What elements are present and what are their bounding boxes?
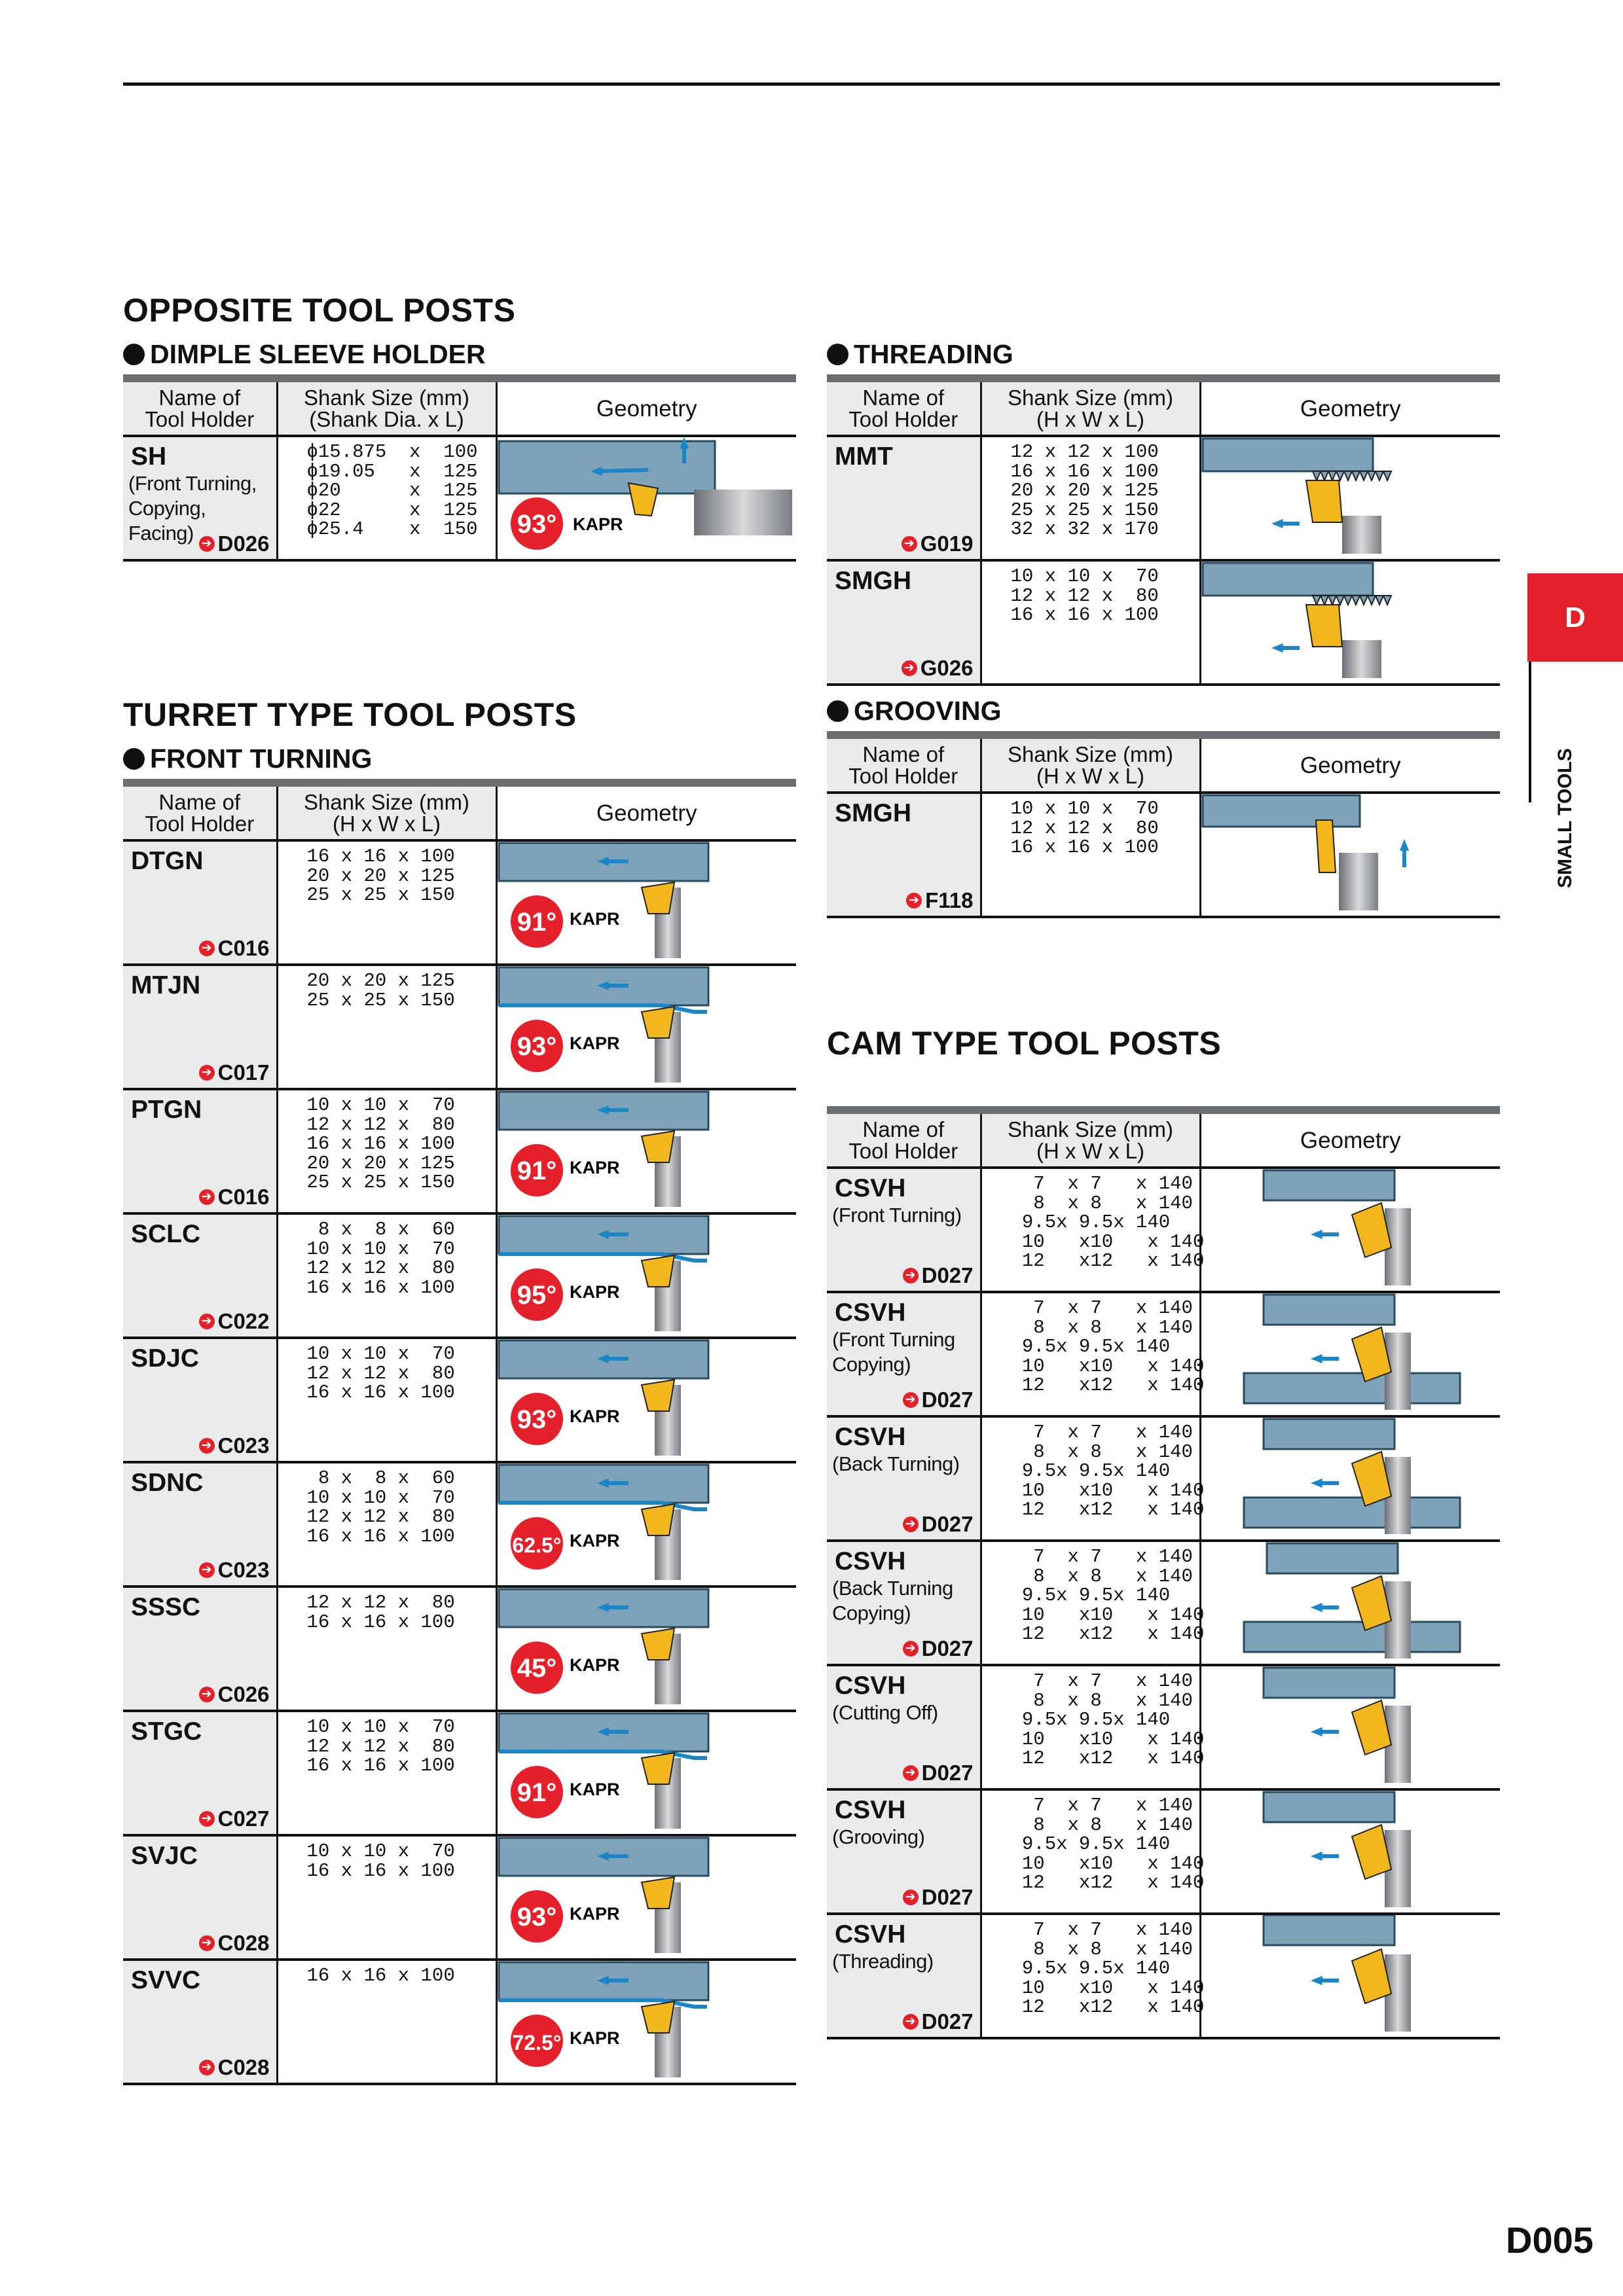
shank-sizes: 7 x 7 x 140 8 x 8 x 140 9.5x 9.5x 140 10 x10 x 140 12 x12 x 140 (1021, 1670, 1205, 1769)
arrow-right-icon: ➔ (903, 1765, 919, 1781)
insert-icon (642, 1255, 674, 1287)
header-shank: Shank Size (mm) (H x W x L) (981, 378, 1200, 436)
geometry-diagram (498, 437, 797, 556)
page-ref-label: G019 (920, 531, 974, 556)
page-ref-link[interactable] (903, 2009, 974, 2034)
table-row (123, 1089, 796, 1213)
workpiece (1264, 1170, 1395, 1200)
workpiece (1264, 1419, 1395, 1449)
arrow-right-icon: ➔ (199, 1065, 215, 1081)
shank-sizes: 8 x 8 x 60 10 x 10 x 70 12 x 12 x 80 16 x 16 x 100 (306, 1219, 455, 1299)
shank-sizes: 10 x 10 x 70 12 x 12 x 80 16 x 16 x 100 (306, 1343, 455, 1403)
holder-name: STGC (131, 1717, 202, 1746)
page-ref-link[interactable] (199, 1806, 270, 1831)
bullet-icon (827, 700, 848, 722)
holder-description: (Cutting Off) (832, 1701, 938, 1724)
geometry-diagram (498, 842, 797, 961)
workpiece (1264, 1915, 1395, 1945)
geometry-diagram (1201, 1418, 1501, 1537)
table-row (827, 560, 1500, 685)
shank-sizes: 16 x 16 x 100 20 x 20 x 125 25 x 25 x 150 (306, 846, 455, 906)
holder-name: CSVH (835, 1423, 906, 1451)
feed-arrow-icon (596, 470, 648, 471)
thread-tooth (1344, 471, 1352, 480)
header-geometry: Geometry (1200, 735, 1500, 793)
thread-tooth (1360, 471, 1368, 480)
shank-sizes: 7 x 7 x 140 8 x 8 x 140 9.5x 9.5x 140 10 x10 x 140 12 x12 x 140 (1021, 1919, 1205, 2018)
page-ref-link[interactable] (199, 1309, 270, 1334)
page-ref-label: C023 (217, 1558, 270, 1582)
geometry-diagram (498, 1961, 797, 2080)
header-shank: Shank Size (mm) (Shank Dia. x L) (277, 378, 496, 436)
page-ref-label: D027 (921, 1761, 974, 1785)
thread-tooth (1368, 596, 1376, 605)
holder-description: (Threading) (832, 1950, 934, 1973)
geometry-diagram (1201, 794, 1501, 913)
geometry-diagram (498, 1837, 797, 1956)
page-ref-label: C023 (217, 1433, 270, 1458)
tool-path (499, 1503, 707, 1509)
arrow-head-icon (1311, 1603, 1322, 1612)
table-row (123, 1587, 796, 1711)
holder-description: (Front Turning, Copying, Facing) (128, 472, 257, 545)
grooving-heading: GROOVING (827, 696, 1002, 726)
front-turning-heading: FRONT TURNING (123, 744, 372, 774)
header-geometry: Geometry (496, 378, 796, 436)
holder-name: SMGH (835, 799, 911, 827)
geometry-diagram (1201, 1666, 1501, 1785)
insert-icon (642, 2001, 674, 2033)
workpiece (1264, 1295, 1395, 1325)
arrow-right-icon: ➔ (199, 1935, 215, 1951)
page-ref-label: C028 (217, 1931, 270, 1955)
page-ref-link[interactable] (199, 531, 270, 556)
page-ref-label: G026 (920, 656, 974, 680)
geometry-diagram (1201, 437, 1501, 556)
kapr-label: KAPR (569, 909, 620, 929)
holder-name: CSVH (835, 1174, 906, 1202)
page-ref-label: C028 (217, 2055, 270, 2079)
arrow-head-icon (1311, 1976, 1322, 1985)
table-row (123, 1462, 796, 1587)
insert-icon (642, 1007, 674, 1038)
table-row (827, 1914, 1500, 2038)
turret-title: TURRET TYPE TOOL POSTS (123, 696, 577, 733)
page-ref-label: C017 (217, 1060, 270, 1085)
kapr-label: KAPR (569, 1158, 620, 1177)
arrow-head-icon (1271, 519, 1283, 528)
page-ref-link[interactable] (902, 656, 974, 681)
kapr-label: KAPR (569, 1033, 620, 1053)
holder-description: (Grooving) (832, 1825, 925, 1848)
thread-tooth (1344, 596, 1352, 605)
holder-description: (Front Turning) (832, 1204, 962, 1227)
arrow-right-icon: ➔ (903, 2014, 919, 2030)
geometry-diagram (498, 966, 797, 1085)
insert-icon (1316, 820, 1336, 872)
arrow-head-icon (1311, 1852, 1322, 1861)
shank-sizes: 10 x 10 x 70 12 x 12 x 80 16 x 16 x 100 (1010, 565, 1159, 626)
header-geometry: Geometry (1200, 1110, 1500, 1168)
kapr-label: KAPR (569, 1780, 620, 1799)
insert-icon (1306, 605, 1342, 647)
kapr-label: KAPR (569, 2028, 620, 2048)
shank-sizes: 7 x 7 x 140 8 x 8 x 140 9.5x 9.5x 140 10 x10 x 140 12 x12 x 140 (1021, 1422, 1205, 1520)
workpiece (1203, 439, 1373, 471)
holder-description: (Front Turning Copying) (832, 1328, 955, 1376)
geometry-diagram (498, 1588, 797, 1707)
shank-sizes: 16 x 16 x 100 (306, 1965, 455, 1986)
thread-tooth (1321, 471, 1328, 480)
shank-sizes: 7 x 7 x 140 8 x 8 x 140 9.5x 9.5x 140 10 x10 x 140 12 x12 x 140 (1021, 1297, 1205, 1396)
geometry-diagram (498, 1215, 797, 1334)
table-row (123, 1338, 796, 1462)
holder-name: CSVH (835, 1920, 906, 1948)
tool-path (499, 1254, 707, 1261)
section-tab[interactable]: D (1527, 573, 1623, 662)
geometry-diagram (1201, 1915, 1501, 2034)
insert-icon (642, 1131, 674, 1162)
cam-title: CAM TYPE TOOL POSTS (827, 1025, 1222, 1062)
page-ref-link[interactable] (903, 1512, 974, 1537)
tool-shank (1342, 640, 1381, 678)
page-ref-label: D027 (921, 1636, 974, 1660)
header-shank: Shank Size (mm) (H x W x L) (981, 735, 1200, 793)
shank-sizes: ϕ15.875 x 100 ϕ19.05 x 125 ϕ20 x 125 ϕ22 x 125 ϕ25.4 x 150 (306, 441, 478, 540)
angle-label: 93° (517, 510, 556, 539)
thread-tooth (1383, 471, 1391, 480)
bullet-icon (123, 344, 145, 365)
opposite-title: OPPOSITE TOOL POSTS (123, 292, 516, 329)
table-row (123, 1960, 796, 2084)
insert-icon (642, 1504, 674, 1535)
tab-divider (1529, 662, 1531, 802)
table-row (827, 1292, 1500, 1416)
thread-tooth (1328, 471, 1336, 480)
turret-table (123, 779, 796, 2085)
section-tab-label: SMALL TOOLS (1554, 748, 1576, 888)
arrow-head-icon (1311, 1354, 1322, 1363)
page-ref-label: D027 (921, 1885, 974, 1909)
shank-sizes: 20 x 20 x 125 25 x 25 x 150 (306, 970, 455, 1011)
header-geometry: Geometry (1200, 378, 1500, 436)
holder-description: (Back Turning) (832, 1452, 960, 1475)
shank-sizes: 12 x 12 x 80 16 x 16 x 100 (306, 1592, 455, 1633)
page-ref-link[interactable] (199, 1931, 270, 1956)
page-ref-link[interactable] (903, 1263, 974, 1288)
holder-name: CSVH (835, 1796, 906, 1824)
workpiece (1203, 563, 1373, 596)
arrow-right-icon: ➔ (199, 536, 215, 552)
angle-label: 93° (517, 1903, 556, 1931)
arrow-right-icon: ➔ (199, 1314, 215, 1329)
page-ref-link[interactable] (903, 1388, 974, 1412)
geometry-diagram (1201, 1293, 1501, 1412)
insert-icon (629, 483, 658, 516)
shank-sizes: 8 x 8 x 60 10 x 10 x 70 12 x 12 x 80 16 x 16 x 100 (306, 1467, 455, 1547)
shank-sizes: 7 x 7 x 140 8 x 8 x 140 9.5x 9.5x 140 10 x10 x 140 12 x12 x 140 (1021, 1173, 1205, 1272)
header-shank: Shank Size (mm) (H x W x L) (277, 783, 496, 840)
holder-name: SVVC (131, 1966, 201, 1994)
page-ref-label: D027 (921, 1263, 974, 1287)
arrow-right-icon: ➔ (199, 941, 215, 956)
thread-tooth (1376, 471, 1383, 480)
angle-label: 72.5° (511, 2031, 562, 2054)
thread-tooth (1368, 471, 1376, 480)
workpiece (1244, 1373, 1460, 1403)
thread-tooth (1352, 596, 1360, 605)
angle-label: 91° (517, 908, 556, 937)
shank-sizes: 10 x 10 x 70 12 x 12 x 80 16 x 16 x 100 (1010, 798, 1159, 858)
holder-name: SMGH (835, 567, 911, 595)
angle-label: 45° (517, 1654, 556, 1683)
arrow-right-icon: ➔ (199, 2060, 215, 2075)
holder-name: CSVH (835, 1299, 906, 1327)
kapr-label: KAPR (569, 1282, 620, 1302)
thread-tooth (1328, 596, 1336, 605)
geometry-diagram (498, 1463, 797, 1583)
cam-table (827, 1106, 1500, 2039)
angle-label: 62.5° (511, 1534, 562, 1557)
page-number: D005 (1506, 2219, 1594, 2261)
opposite-table (123, 374, 796, 562)
header-name: Name of Tool Holder (827, 1110, 981, 1168)
holder-name: SCLC (131, 1220, 201, 1248)
shank-sizes: 12 x 12 x 100 16 x 16 x 100 20 x 20 x 125 25 x 25 x 150 32 x 32 x 170 (1010, 441, 1159, 540)
page-ref-link[interactable] (902, 531, 974, 556)
page-ref-link[interactable] (903, 1761, 974, 1785)
page-ref-link[interactable] (199, 1558, 270, 1583)
arrow-head-icon (1311, 1727, 1322, 1736)
angle-label: 93° (517, 1032, 556, 1061)
holder-name: PTGN (131, 1096, 202, 1124)
insert-icon (642, 1380, 674, 1411)
page-ref-link[interactable] (199, 1185, 270, 1210)
thread-tooth (1360, 596, 1368, 605)
page-ref-link[interactable] (906, 888, 973, 913)
dimple-sleeve-heading: DIMPLE SLEEVE HOLDER (123, 339, 486, 370)
shank-sizes: 10 x 10 x 70 12 x 12 x 80 16 x 16 x 100 (306, 1716, 455, 1776)
page-ref-link[interactable] (199, 2055, 270, 2080)
header-name: Name of Tool Holder (123, 378, 277, 436)
page-ref-label: F118 (925, 888, 974, 912)
arrow-right-icon: ➔ (903, 1641, 919, 1657)
workpiece (1244, 1622, 1460, 1652)
arrow-right-icon: ➔ (902, 536, 917, 552)
angle-label: 95° (517, 1281, 556, 1310)
arrow-right-icon: ➔ (906, 893, 922, 908)
tool-shank (1342, 516, 1381, 554)
arrow-right-icon: ➔ (903, 1890, 919, 1905)
thread-tooth (1313, 471, 1321, 480)
insert-icon (1306, 480, 1342, 522)
header-name: Name of Tool Holder (123, 783, 277, 840)
kapr-label: KAPR (569, 1904, 620, 1924)
workpiece (1267, 1543, 1398, 1573)
thread-tooth (1376, 596, 1383, 605)
page-ref-label: C022 (217, 1309, 270, 1333)
holder-name: SSSC (131, 1593, 201, 1621)
holder-name: SDJC (131, 1344, 200, 1372)
page-ref-label: C027 (217, 1806, 270, 1831)
table-row (123, 1711, 796, 1835)
geometry-diagram (1201, 1169, 1501, 1288)
threading-heading: THREADING (827, 339, 1013, 370)
thread-tooth (1313, 596, 1321, 605)
kapr-label: KAPR (569, 1655, 620, 1675)
geometry-diagram (1201, 562, 1501, 681)
geometry-diagram (1201, 1791, 1501, 1910)
insert-icon (642, 1877, 674, 1909)
header-name: Name of Tool Holder (827, 378, 981, 436)
workpiece (1203, 795, 1360, 827)
geometry-diagram (498, 1339, 797, 1458)
geometry-diagram (1201, 1542, 1501, 1661)
page-ref-label: C016 (217, 1185, 270, 1209)
arrow-right-icon: ➔ (902, 660, 917, 676)
geometry-diagram (498, 1090, 797, 1210)
insert-icon (642, 1753, 674, 1784)
header-name: Name of Tool Holder (827, 735, 981, 793)
holder-name: MMT (835, 442, 893, 471)
table-row (827, 1541, 1500, 1665)
table-row (827, 1168, 1500, 1292)
shank-sizes: 7 x 7 x 140 8 x 8 x 140 9.5x 9.5x 140 10 x10 x 140 12 x12 x 140 (1021, 1546, 1205, 1645)
header-geometry: Geometry (496, 783, 796, 840)
angle-label: 93° (517, 1405, 556, 1434)
thread-tooth (1321, 596, 1328, 605)
tool-shank (1339, 853, 1378, 910)
shank-sizes: 10 x 10 x 70 12 x 12 x 80 16 x 16 x 100 20 x 20 x 125 25 x 25 x 150 (306, 1094, 455, 1193)
arrow-head-icon (1311, 1230, 1322, 1239)
geometry-diagram (498, 1712, 797, 1831)
holder-name: SH (131, 442, 167, 471)
holder-name: CSVH (835, 1672, 906, 1700)
insert-icon (642, 882, 674, 914)
table-row (123, 1213, 796, 1338)
page-ref-link[interactable] (903, 1636, 974, 1661)
arrow-head-icon (1311, 1479, 1322, 1488)
workpiece (1244, 1498, 1460, 1528)
holder-name: CSVH (835, 1547, 906, 1575)
page-ref-link[interactable] (199, 1060, 270, 1085)
holder-description: (Back Turning Copying) (832, 1577, 953, 1624)
top-rule (123, 82, 1500, 86)
arrow-head-icon (1399, 839, 1408, 851)
arrow-right-icon: ➔ (199, 1562, 215, 1578)
table-row (123, 840, 796, 965)
workpiece (1264, 1792, 1395, 1822)
shank-sizes: 7 x 7 x 140 8 x 8 x 140 9.5x 9.5x 140 10 x10 x 140 12 x12 x 140 (1021, 1795, 1205, 1893)
holder-name: SVJC (131, 1842, 198, 1870)
bullet-icon (123, 748, 145, 770)
thread-tooth (1352, 471, 1360, 480)
thread-tooth (1336, 471, 1344, 480)
table-row (123, 965, 796, 1089)
angle-label: 91° (517, 1157, 556, 1185)
table-row (827, 793, 1500, 917)
angle-label: 91° (517, 1778, 556, 1807)
tool-path (499, 1751, 707, 1758)
page-ref-label: C016 (217, 936, 270, 960)
page-ref-label: C026 (217, 1682, 270, 1706)
kapr-label: KAPR (569, 1407, 620, 1426)
thread-tooth (1383, 596, 1391, 605)
page-ref-label: D026 (217, 531, 270, 556)
table-row (827, 1665, 1500, 1789)
holder-name: SDNC (131, 1469, 204, 1497)
arrow-right-icon: ➔ (903, 1392, 919, 1408)
workpiece (1264, 1668, 1395, 1698)
tool-shank (694, 490, 792, 535)
threading-table (827, 374, 1500, 686)
page-ref-link[interactable] (199, 1433, 270, 1458)
table-row (827, 436, 1500, 560)
kapr-label: KAPR (572, 514, 623, 534)
insert-icon (642, 1628, 674, 1660)
arrow-right-icon: ➔ (199, 1438, 215, 1454)
page-ref-label: D027 (921, 1388, 974, 1412)
thread-tooth (1336, 596, 1344, 605)
arrow-right-icon: ➔ (903, 1516, 919, 1532)
arrow-right-icon: ➔ (199, 1687, 215, 1702)
bullet-icon (827, 344, 848, 365)
page-ref-label: D027 (921, 1512, 974, 1536)
tool-path (499, 1005, 707, 1012)
page-ref-label: D027 (921, 2009, 974, 2034)
table-row (827, 1789, 1500, 1914)
page-ref-link[interactable] (903, 1885, 974, 1910)
kapr-label: KAPR (569, 1531, 620, 1551)
shank-sizes: 10 x 10 x 70 16 x 16 x 100 (306, 1840, 455, 1882)
page-ref-link[interactable] (199, 1682, 270, 1707)
table-row (123, 1835, 796, 1960)
header-shank: Shank Size (mm) (H x W x L) (981, 1110, 1200, 1168)
arrow-right-icon: ➔ (199, 1811, 215, 1827)
table-row (827, 1416, 1500, 1541)
holder-name: DTGN (131, 847, 204, 875)
arrow-head-icon (1271, 643, 1283, 653)
arrow-right-icon: ➔ (903, 1268, 919, 1283)
grooving-table (827, 731, 1500, 918)
table-row (123, 436, 796, 560)
arrow-right-icon: ➔ (199, 1189, 215, 1205)
tool-path (499, 2000, 707, 2007)
page-ref-link[interactable] (199, 936, 270, 961)
holder-name: MTJN (131, 971, 201, 999)
